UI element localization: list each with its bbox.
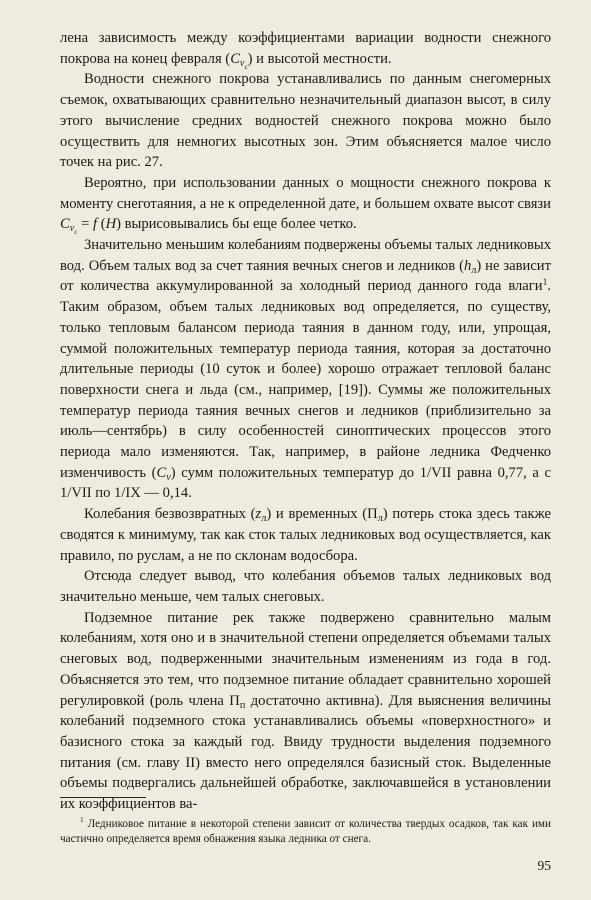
paragraph: Колебания безвозвратных $(z_л)$ и временных $(П_л)$ потерь стока здесь также сводятся к минимуму, так как сток талых ледниковых вод осуществляется, как правило, по руслам, а не по склонам водосбора. (60, 506, 551, 564)
paragraph: Значительно меньшим колебаниям подвержены объемы талых ледниковых вод. Объем талых вод за счет таяния вечных снегов и ледников $(h_л)$ не зависит от количества аккумулированной за холодный период данного года влаги$^1$. Таким образом, объем талых ледниковых вод определяется, по существу, только тепловым балансом периода таяния в данном году, или, упрощая, суммой положительных температур периода таяния, которая за достаточно длительные периоды (10 суток и более) хорошо отражает тепловой баланс поверхности снега и льда (см., например, [19]). Суммы же положительных температур периода таяния вечных снегов и ледников (приблизительно за июль—сентябрь) в силу особенностей синоптических процессов этого периода мало изменяются. Так, например, в районе ледника Федченко изменчивость $(C_v)$ сумм положительных температур до 1/VII равна 0,77, а с 1/VII по 1/IX — 0,14. (60, 237, 552, 502)
footnote-divider (60, 797, 146, 798)
paragraph: лена зависимость между коэффициентами вариации водности снежного покрова на конец февраля $(C_{v_с})$ и высотой местности. (60, 30, 551, 71)
paragraph: Отсюда следует вывод, что колебания объемов талых ледниковых вод значительно меньше, чем талых снеговых. (60, 568, 551, 605)
paragraph: Вероятно, при использовании данных о мощности снежного покрова к моменту снеготаяния, а не к определенной дате, и большем охвате высот связи $C_{v_с} = f$ (H) вырисовывались бы еще более четко. (60, 174, 551, 237)
body-text (60, 28, 551, 815)
paragraph: Водности снежного покрова устанавливались по данным снегомерных съемок, охватывающих сравнительно незначительный диапазон высот, в силу этого вычисление средних водностей снежного покрова можно было осуществить для немногих высотных зон. Этим объясняется малое число точек на рис. 27. (60, 71, 551, 171)
page-number: 95 (537, 858, 551, 873)
paragraph: Подземное питание рек также подвержено сравнительно малым колебаниям, хотя оно и в значительной степени определяется объемами талых снеговых вод, подверженными значительным изменениям из года в год. Объясняется это тем, что подземное питание обладает сравнительно хорошей регулировкой (роль члена $П_п$ достаточно активна). Для выяснения величины колебаний подземного стока устанавливались объемы «поверхностного» и базисного стока за каждый год. Ввиду трудности выделения подземного питания (см. главу II) вместо него определялся базисный сток. Выделенные объемы подвергались дальнейшей обработке, заключавшейся в установлении их коэффициентов ва- (60, 609, 551, 813)
footnote: $^1$ Ледниковое питание в некоторой степени зависит от количества твердых осадков, так как ими частично определяется время обнажения языка ледника от снега. (60, 816, 551, 846)
